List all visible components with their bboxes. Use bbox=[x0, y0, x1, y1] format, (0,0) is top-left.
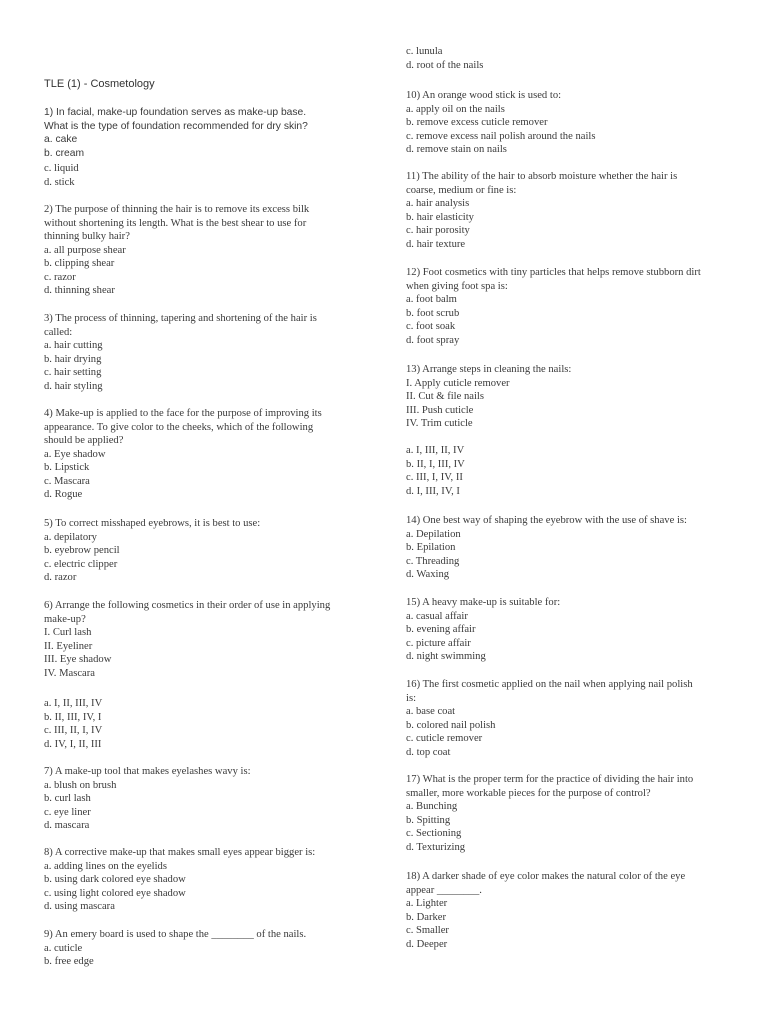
left-block-8-line-3: c. eye liner bbox=[44, 806, 91, 818]
left-block-9-line-1: a. adding lines on the eyelids bbox=[44, 860, 167, 872]
left-block-10-line-1: a. cuticle bbox=[44, 942, 83, 954]
left-block-1-line-1: d. stick bbox=[44, 176, 75, 188]
right-block-3-line-2: a. foot balm bbox=[406, 294, 457, 305]
right-block-7-line-0: 15) A heavy make-up is suitable for: bbox=[406, 597, 561, 608]
left-block-2-line-6: d. thinning shear bbox=[44, 285, 115, 296]
left-block-8-line-0: 7) A make-up tool that makes eyelashes wavy is: bbox=[44, 766, 251, 777]
left-block-5-line-0: 5) To correct misshaped eyebrows, it is best to use: bbox=[44, 518, 261, 529]
right-block-2-line-2: a. hair analysis bbox=[406, 198, 470, 209]
left-block-3-line-0: 3) The process of thinning, tapering and shortening of the hair is bbox=[44, 313, 317, 324]
left-block-2-line-5: c. razor bbox=[44, 271, 76, 283]
right-block-8-line-5: d. top coat bbox=[406, 746, 451, 758]
left-block-2-line-0: 2) The purpose of thinning the hair is to remove its excess bilk bbox=[44, 204, 310, 215]
left-block-5-line-1: a. depilatory bbox=[44, 531, 97, 543]
right-block-4-line-2: II. Cut & file nails bbox=[406, 391, 484, 402]
right-block-7-line-4: d. night swimming bbox=[406, 651, 486, 662]
left-block-8-line-1: a. blush on brush bbox=[44, 779, 117, 791]
left-block-3-line-1: called: bbox=[44, 326, 73, 338]
right-block-7-line-1: a. casual affair bbox=[406, 610, 468, 622]
right-block-9-line-3: b. Spitting bbox=[406, 814, 451, 826]
left-block-4-line-2: should be applied? bbox=[44, 435, 124, 446]
document-title: TLE (1) - Cosmetology bbox=[44, 78, 155, 90]
left-block-9-line-3: c. using light colored eye shadow bbox=[44, 887, 186, 899]
left-block-6-line-2: I. Curl lash bbox=[44, 627, 92, 638]
right-block-6-line-1: a. Depilation bbox=[406, 528, 461, 540]
right-block-10-line-4: c. Smaller bbox=[406, 925, 449, 936]
right-block-10-line-3: b. Darker bbox=[406, 911, 447, 923]
right-block-9-line-5: d. Texturizing bbox=[406, 841, 466, 853]
right-block-6-line-2: b. Epilation bbox=[406, 542, 456, 553]
left-block-7-line-2: c. III, II, I, IV bbox=[44, 725, 103, 736]
left-block-2-line-1: without shortening its length. What is the best shear to use for bbox=[44, 217, 307, 229]
right-block-5-line-0: a. I, III, II, IV bbox=[406, 445, 465, 456]
right-block-4-line-1: I. Apply cuticle remover bbox=[406, 377, 510, 389]
right-block-1-line-1: a. apply oil on the nails bbox=[406, 103, 505, 115]
right-block-2-line-4: c. hair porosity bbox=[406, 225, 470, 236]
right-block-2-line-5: d. hair texture bbox=[406, 238, 466, 250]
left-block-7-line-1: b. II, III, IV, I bbox=[44, 711, 102, 723]
left-block-2-line-4: b. clipping shear bbox=[44, 258, 115, 269]
right-block-3-line-1: when giving foot spa is: bbox=[406, 280, 508, 292]
left-block-7-line-3: d. IV, I, II, III bbox=[44, 738, 102, 750]
right-block-5-line-2: c. III, I, IV, II bbox=[406, 472, 463, 483]
left-block-6-line-1: make-up? bbox=[44, 613, 86, 625]
left-block-0-line-2: a. cake bbox=[44, 134, 78, 145]
right-block-9-line-2: a. Bunching bbox=[406, 801, 458, 812]
right-block-3-line-3: b. foot scrub bbox=[406, 307, 460, 319]
left-block-2-line-3: a. all purpose shear bbox=[44, 244, 126, 256]
left-block-4-line-4: b. Lipstick bbox=[44, 462, 90, 473]
right-block-2-line-1: coarse, medium or fine is: bbox=[406, 184, 517, 196]
right-block-3-line-4: c. foot soak bbox=[406, 321, 456, 332]
right-block-8-line-1: is: bbox=[406, 692, 417, 704]
left-block-1-line-0: c. liquid bbox=[44, 163, 79, 174]
left-block-0-line-1: What is the type of foundation recommended for dry skin? bbox=[44, 120, 308, 132]
left-block-6-line-3: II. Eyeliner bbox=[44, 640, 93, 652]
right-block-1-line-2: b. remove excess cuticle remover bbox=[406, 117, 548, 128]
left-block-4-line-5: c. Mascara bbox=[44, 475, 90, 487]
right-block-1-line-3: c. remove excess nail polish around the nails bbox=[406, 130, 596, 142]
right-block-6-line-0: 14) One best way of shaping the eyebrow with the use of shave is: bbox=[406, 515, 687, 526]
left-block-0-line-0: 1) In facial, make-up foundation serves as make-up base. bbox=[44, 107, 307, 118]
left-block-5-line-2: b. eyebrow pencil bbox=[44, 545, 120, 556]
right-block-4-line-0: 13) Arrange steps in cleaning the nails: bbox=[406, 364, 572, 375]
left-block-2-line-2: thinning bulky hair? bbox=[44, 231, 130, 242]
left-block-10-line-2: b. free edge bbox=[44, 956, 94, 967]
right-block-0-line-1: d. root of the nails bbox=[406, 59, 484, 71]
left-block-6-line-5: IV. Mascara bbox=[44, 667, 95, 679]
right-block-1-line-0: 10) An orange wood stick is used to: bbox=[406, 90, 562, 101]
right-block-8-line-2: a. base coat bbox=[406, 706, 456, 717]
right-block-8-line-0: 16) The first cosmetic applied on the nail when applying nail polish bbox=[406, 679, 693, 690]
left-block-8-line-4: d. mascara bbox=[44, 820, 90, 831]
right-block-9-line-1: smaller, more workable pieces for the purpose of control? bbox=[406, 787, 651, 799]
right-block-6-line-3: c. Threading bbox=[406, 555, 460, 567]
right-block-10-line-5: d. Deeper bbox=[406, 938, 448, 950]
left-block-7-line-0: a. I, II, III, IV bbox=[44, 698, 103, 709]
right-block-2-line-3: b. hair elasticity bbox=[406, 211, 474, 223]
right-block-10-line-2: a. Lighter bbox=[406, 898, 448, 909]
left-block-5-line-3: c. electric clipper bbox=[44, 558, 118, 570]
left-block-5-line-4: d. razor bbox=[44, 572, 77, 583]
right-block-2-line-0: 11) The ability of the hair to absorb moisture whether the hair is bbox=[406, 171, 678, 182]
left-block-10-line-0: 9) An emery board is used to shape the ________ of the nails. bbox=[44, 929, 307, 940]
left-block-0-line-3: b. cream bbox=[44, 147, 85, 159]
right-block-5-line-1: b. II, I, III, IV bbox=[406, 458, 465, 470]
left-block-4-line-3: a. Eye shadow bbox=[44, 448, 106, 460]
left-block-9-line-4: d. using mascara bbox=[44, 901, 115, 912]
left-block-3-line-3: b. hair drying bbox=[44, 353, 102, 365]
right-block-3-line-5: d. foot spray bbox=[406, 334, 460, 346]
right-block-6-line-4: d. Waxing bbox=[406, 569, 450, 580]
left-block-6-line-4: III. Eye shadow bbox=[44, 654, 112, 665]
left-block-3-line-2: a. hair cutting bbox=[44, 340, 103, 351]
right-block-1-line-4: d. remove stain on nails bbox=[406, 144, 507, 155]
right-block-9-line-0: 17) What is the proper term for the practice of dividing the hair into bbox=[406, 774, 694, 785]
left-block-4-line-6: d. Rogue bbox=[44, 489, 83, 500]
right-block-8-line-3: b. colored nail polish bbox=[406, 719, 496, 731]
right-block-4-line-3: III. Push cuticle bbox=[406, 404, 474, 416]
left-block-3-line-5: d. hair styling bbox=[44, 380, 103, 392]
left-block-4-line-1: appearance. To give color to the cheeks, which of the following bbox=[44, 421, 314, 433]
left-block-8-line-2: b. curl lash bbox=[44, 793, 91, 804]
right-block-8-line-4: c. cuticle remover bbox=[406, 733, 483, 744]
right-block-4-line-4: IV. Trim cuticle bbox=[406, 418, 473, 429]
left-block-6-line-0: 6) Arrange the following cosmetics in their order of use in applying bbox=[44, 600, 331, 611]
right-block-7-line-2: b. evening affair bbox=[406, 624, 476, 635]
right-block-9-line-4: c. Sectioning bbox=[406, 828, 462, 839]
right-block-0-line-0: c. lunula bbox=[406, 46, 443, 57]
right-block-3-line-0: 12) Foot cosmetics with tiny particles that helps remove stubborn dirt bbox=[406, 267, 701, 278]
left-block-3-line-4: c. hair setting bbox=[44, 367, 102, 378]
left-block-4-line-0: 4) Make-up is applied to the face for the purpose of improving its bbox=[44, 408, 322, 419]
right-block-5-line-3: d. I, III, IV, I bbox=[406, 485, 460, 497]
left-block-9-line-2: b. using dark colored eye shadow bbox=[44, 874, 186, 885]
right-block-10-line-1: appear ________. bbox=[406, 884, 482, 896]
right-block-7-line-3: c. picture affair bbox=[406, 637, 471, 649]
left-block-9-line-0: 8) A corrective make-up that makes small eyes appear bigger is: bbox=[44, 847, 316, 858]
right-block-10-line-0: 18) A darker shade of eye color makes the natural color of the eye bbox=[406, 871, 686, 882]
